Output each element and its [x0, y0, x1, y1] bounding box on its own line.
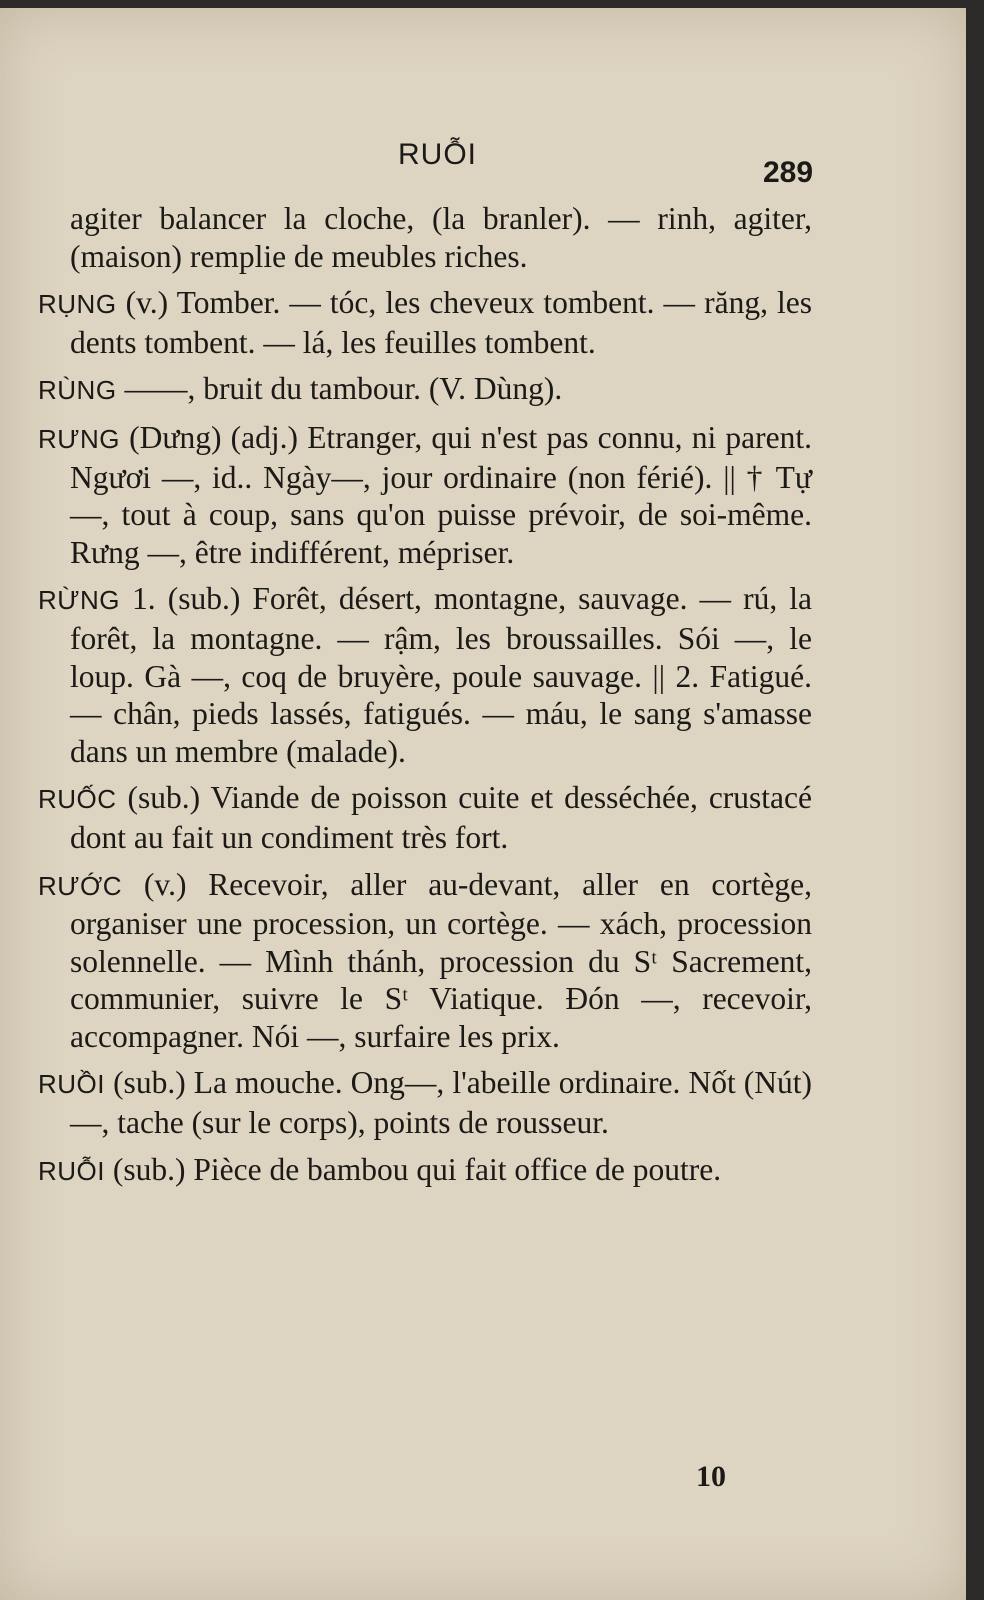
entry-rung-4 [38, 580, 812, 770]
entry-body: (sub.) La mouche. Ong—, l'abeille ordinaire. Nốt (Nút) —, tache (sur le corps), points de rousseur. [70, 1065, 812, 1141]
entry-rung-2 [38, 370, 812, 410]
running-head: RUỖI [398, 138, 477, 171]
entry-body: agiter balancer la cloche, (la branler). — rinh, agiter, (maison) remplie de meubles riches. [70, 201, 812, 274]
entry-headword: RỤNG [38, 289, 117, 320]
entry-headword: RUỒI [38, 1069, 105, 1100]
entry-rung-1 [38, 284, 812, 361]
entry-ruoi-1 [38, 1064, 812, 1141]
signature-mark: 10 [696, 1460, 726, 1493]
dictionary-page [0, 8, 966, 1600]
entry-body: (v.) Tomber. — tóc, les cheveux tombent. — răng, les dents tombent. — lá, les feuilles tombent. [70, 285, 812, 360]
entry-ruoc-1 [38, 779, 812, 856]
entry-headword: RƯNG [38, 423, 120, 454]
page-number: 289 [763, 156, 814, 189]
entry-rung-3 [38, 419, 812, 571]
entry-body: (Dưng) (adj.) Etranger, qui n'est pas connu, ni parent. Ngươi —, id.. Ngày—, jour ordinaire (non férié). || † Tự —, tout à coup, sans qu'on puisse prévoir, de soi-même. Rưng —, être indifférent, mépriser. [70, 419, 812, 570]
entry-continuation [38, 200, 812, 275]
entry-body: ——, bruit du tambour. (V. Dùng). [116, 371, 563, 407]
entry-headword: RỪNG [38, 585, 120, 616]
entry-list [38, 200, 812, 1199]
entry-body: 1. (sub.) Forêt, désert, montagne, sauvage. — rú, la forêt, la montagne. — rậm, les broussailles. Sói —, le loup. Gà —, coq de bruyère, poule sauvage. || 2. Fatigué. — chân, pieds lassés, fatigués. — máu, le sang s'amasse dans un membre (malade). [70, 581, 812, 769]
entry-headword: RUỐC [38, 784, 117, 815]
entry-ruoc-2 [38, 866, 812, 1056]
entry-ruoi-2 [38, 1151, 812, 1191]
entry-headword: RƯỚC [38, 870, 123, 901]
entry-body: (v.) Recevoir, aller au-devant, aller en cortège, organiser une procession, un cortège. — xách, procession solennelle. — Mình thánh, procession du Sᵗ Sacrement, communier, suivre le Sᵗ Viatique. Đón —, recevoir, accompagner. Nói —, surfaire les prix. [70, 866, 812, 1054]
entry-headword: RUỖI [38, 1155, 105, 1186]
entry-body: (sub.) Viande de poisson cuite et desséchée, crustacé dont au fait un condiment très fort. [70, 780, 812, 855]
entry-body: (sub.) Pièce de bambou qui fait office de poutre. [105, 1151, 722, 1187]
entry-headword: RÙNG [38, 375, 117, 406]
